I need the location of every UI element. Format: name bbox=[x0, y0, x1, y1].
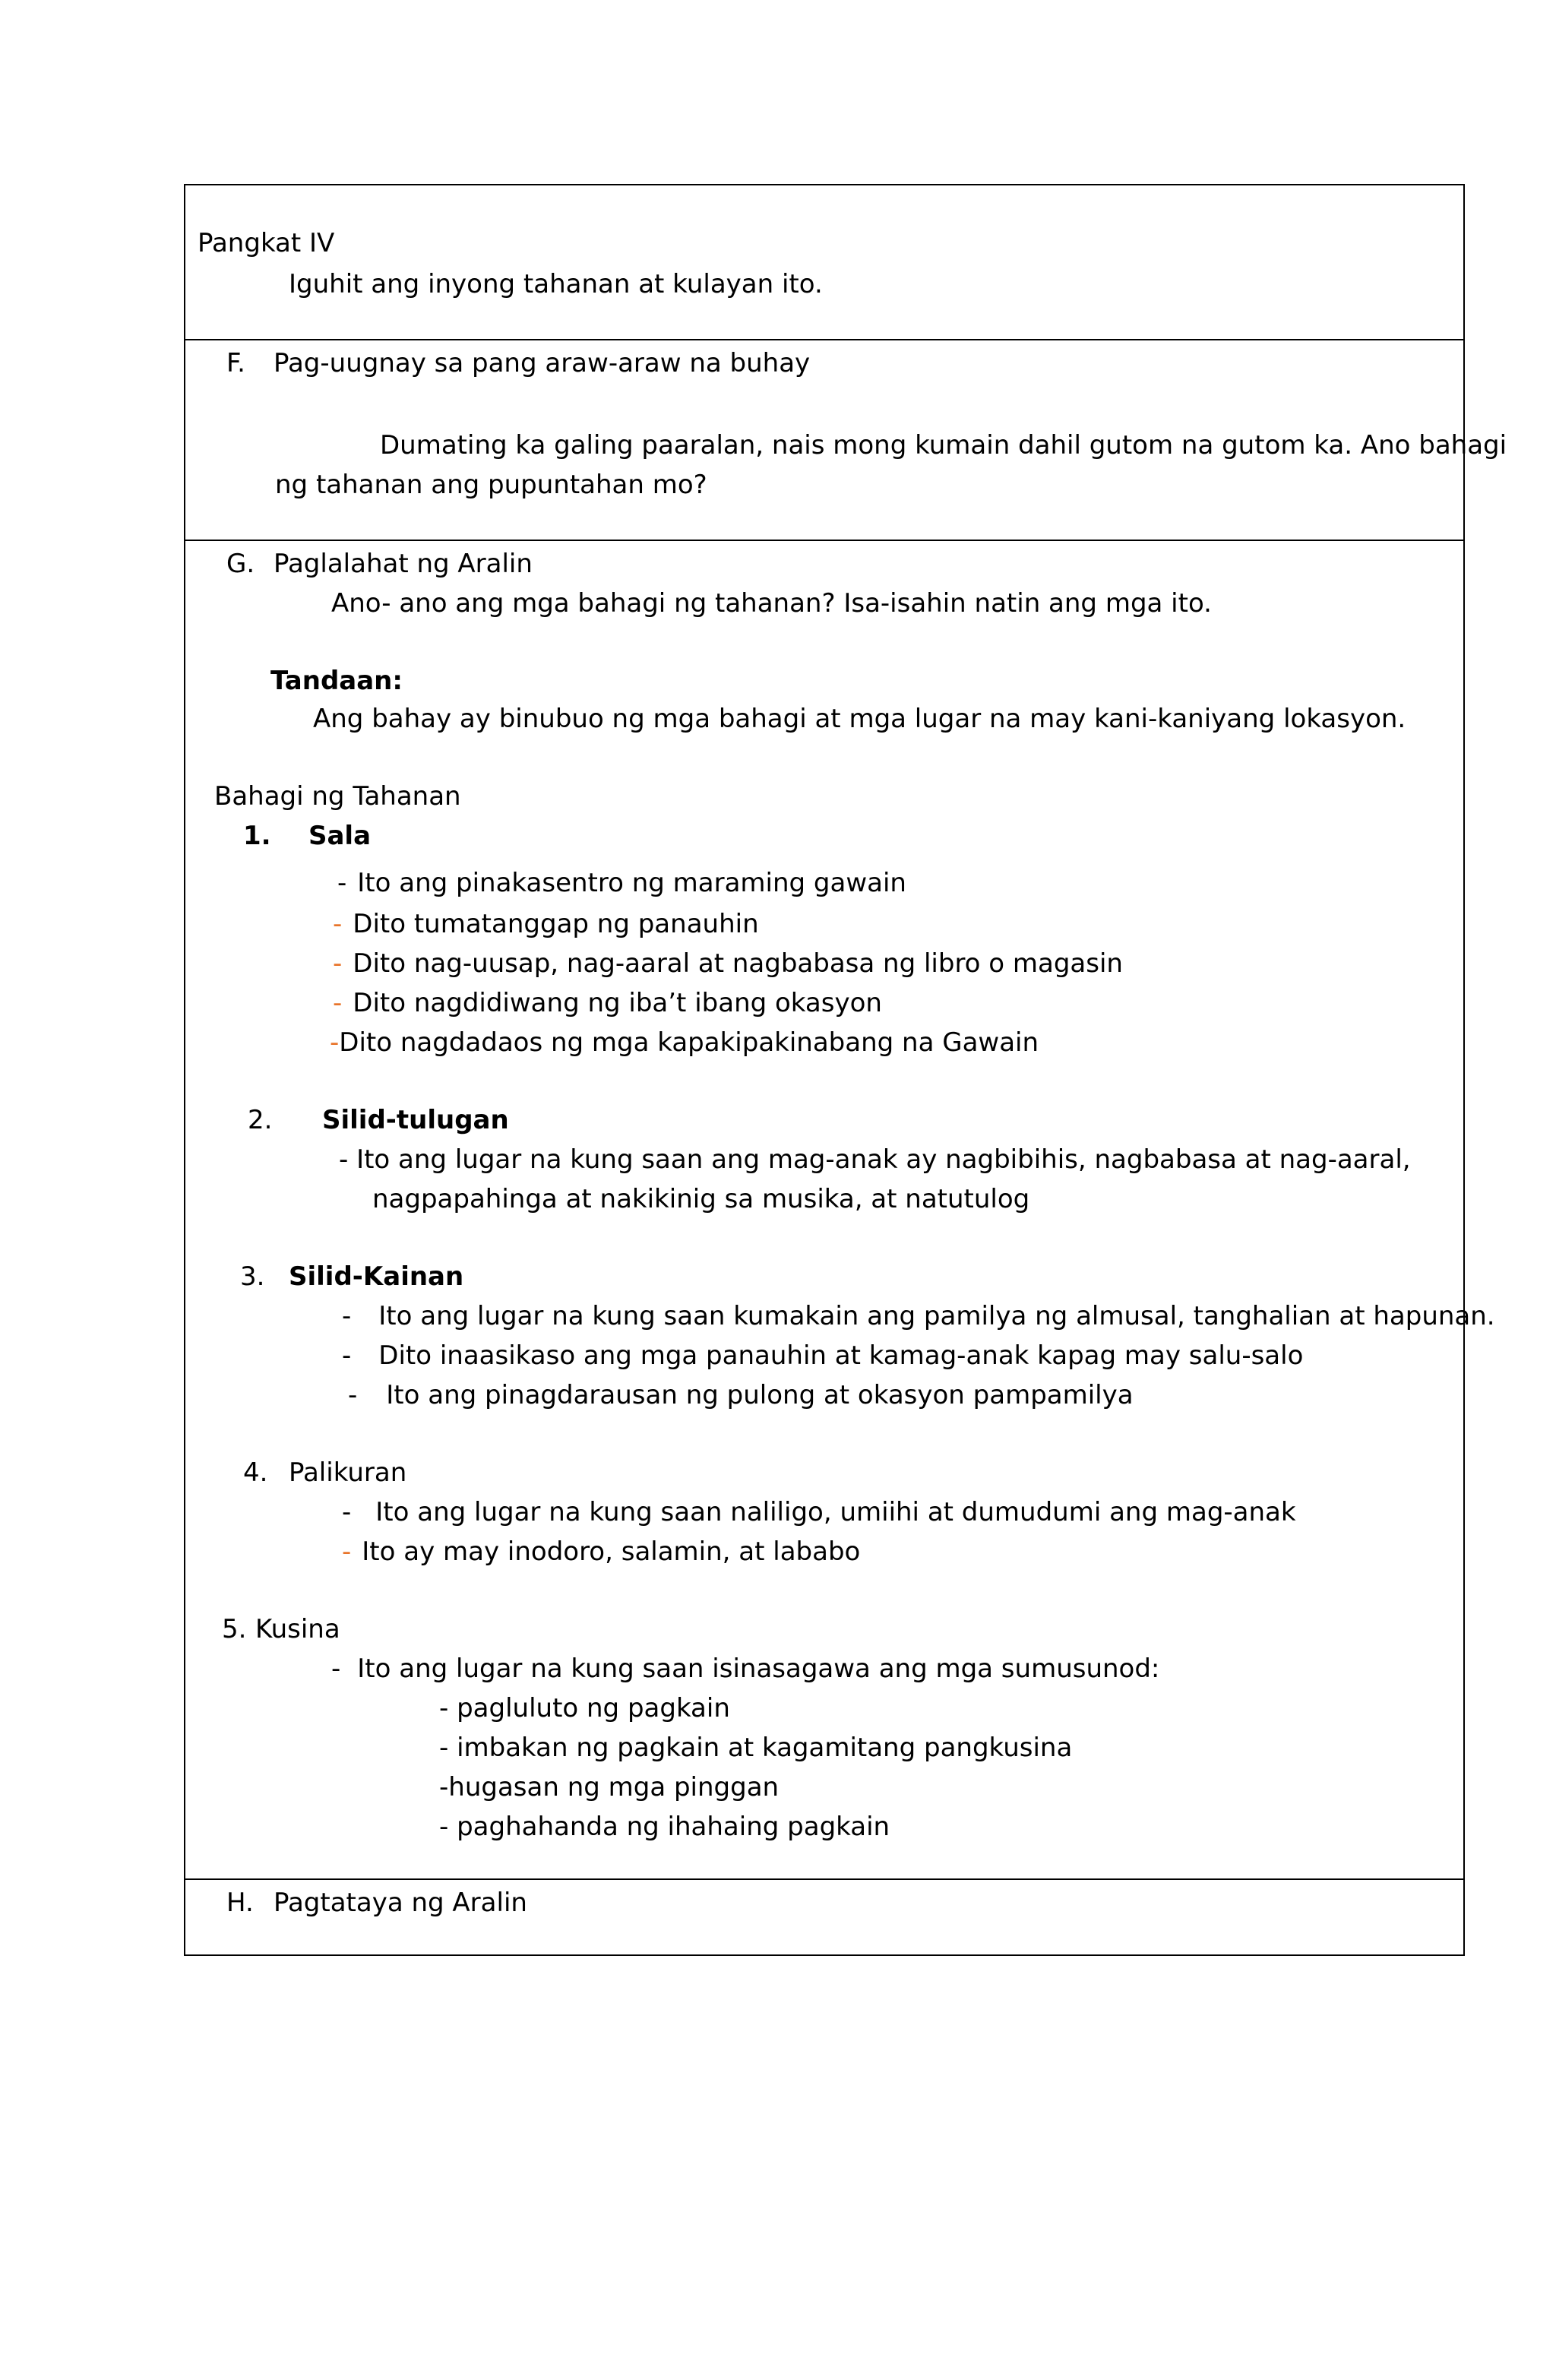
part-4-number: 4. bbox=[243, 1457, 268, 1488]
row-divider-h bbox=[184, 1878, 1465, 1880]
list-dash: - bbox=[333, 988, 343, 1018]
kusina-item-1: - pagluluto ng pagkain bbox=[439, 1693, 730, 1723]
palikuran-item-2: - Ito ay may inodoro, salamin, at lababo bbox=[342, 1537, 861, 1567]
section-f-label: F. bbox=[226, 348, 245, 378]
tandaan-text: Ang bahay ay binubuo ng mga bahagi at mga lugar na may kani-kaniyang lokasyon. bbox=[313, 704, 1406, 734]
section-h-label: H. bbox=[226, 1888, 254, 1918]
part-2-number: 2. bbox=[248, 1105, 273, 1135]
sala-item-5: -Dito nagdadaos ng mga kapakipakinabang na Gawain bbox=[330, 1027, 1039, 1058]
silid-kainan-item-2: - Dito inaasikaso ang mga panauhin at kamag-anak kapag may salu-salo bbox=[342, 1340, 1304, 1371]
section-f-title: Pag-uugnay sa pang araw-araw na buhay bbox=[274, 348, 811, 378]
part-3-name: Silid-Kainan bbox=[289, 1261, 464, 1292]
bahagi-heading: Bahagi ng Tahanan bbox=[214, 781, 461, 812]
list-dash: - bbox=[342, 1497, 352, 1527]
pangkat-instruction: Iguhit ang inyong tahanan at kulayan ito. bbox=[289, 269, 823, 299]
part-1-name: Sala bbox=[308, 821, 372, 851]
sala-item-1: - Ito ang pinakasentro ng maraming gawain bbox=[337, 868, 906, 898]
list-dash: - bbox=[331, 1654, 341, 1684]
list-dash: - bbox=[333, 909, 343, 939]
list-dash: - bbox=[342, 1340, 352, 1371]
sala-item-2: - Dito tumatanggap ng panauhin bbox=[333, 909, 759, 939]
kusina-item-4: - paghahanda ng ihahaing pagkain bbox=[439, 1812, 890, 1842]
section-f-line2: ng tahanan ang pupuntahan mo? bbox=[275, 470, 707, 500]
sala-item-4: - Dito nagdidiwang ng iba’t ibang okasyon bbox=[333, 988, 882, 1018]
kusina-item-2: - imbakan ng pagkain at kagamitang pangkusina bbox=[439, 1733, 1073, 1763]
section-g-title: Paglalahat ng Aralin bbox=[274, 549, 533, 579]
list-dash: - bbox=[342, 1537, 352, 1567]
list-dash: - bbox=[337, 868, 347, 898]
section-g-label: G. bbox=[226, 549, 255, 579]
list-dash: - bbox=[342, 1301, 352, 1331]
section-f-line1: Dumating ka galing paaralan, nais mong kumain dahil gutom na gutom ka. Ano bahagi bbox=[380, 430, 1507, 460]
part-4-name: Palikuran bbox=[289, 1457, 407, 1488]
kusina-intro: - Ito ang lugar na kung saan isinasagawa ang mga sumusunod: bbox=[331, 1654, 1160, 1684]
silid-tulugan-line-2: nagpapahinga at nakikinig sa musika, at natutulog bbox=[372, 1184, 1030, 1214]
part-1-number: 1. bbox=[243, 821, 271, 851]
part-5-number: 5. bbox=[222, 1614, 247, 1644]
palikuran-item-1: - Ito ang lugar na kung saan naliligo, umiihi at dumudumi ang mag-anak bbox=[342, 1497, 1296, 1527]
sala-item-3: - Dito nag-uusap, nag-aaral at nagbabasa ng libro o magasin bbox=[333, 948, 1123, 979]
list-dash: - bbox=[330, 1027, 340, 1058]
part-3-number: 3. bbox=[240, 1261, 265, 1292]
section-h-title: Pagtataya ng Aralin bbox=[274, 1888, 527, 1918]
silid-kainan-item-3: - Ito ang pinagdarausan ng pulong at okasyon pampamilya bbox=[348, 1380, 1134, 1410]
silid-kainan-item-1: - Ito ang lugar na kung saan kumakain ang pamilya ng almusal, tanghalian at hapunan. bbox=[342, 1301, 1495, 1331]
silid-tulugan-line-1: - Ito ang lugar na kung saan ang mag-anak ay nagbibihis, nagbabasa at nag-aaral, bbox=[339, 1144, 1411, 1175]
pangkat-title: Pangkat IV bbox=[198, 228, 335, 258]
part-2-name: Silid-tulugan bbox=[322, 1105, 509, 1135]
tandaan-label: Tandaan: bbox=[270, 666, 403, 696]
list-dash: - bbox=[333, 948, 343, 979]
row-divider-g bbox=[184, 540, 1465, 541]
list-dash: - bbox=[348, 1380, 358, 1410]
row-divider-f bbox=[184, 339, 1465, 340]
section-g-question: Ano- ano ang mga bahagi ng tahanan? Isa-isahin natin ang mga ito. bbox=[331, 588, 1212, 619]
part-5-name: Kusina bbox=[255, 1614, 340, 1644]
kusina-item-3: -hugasan ng mga pinggan bbox=[439, 1772, 780, 1802]
